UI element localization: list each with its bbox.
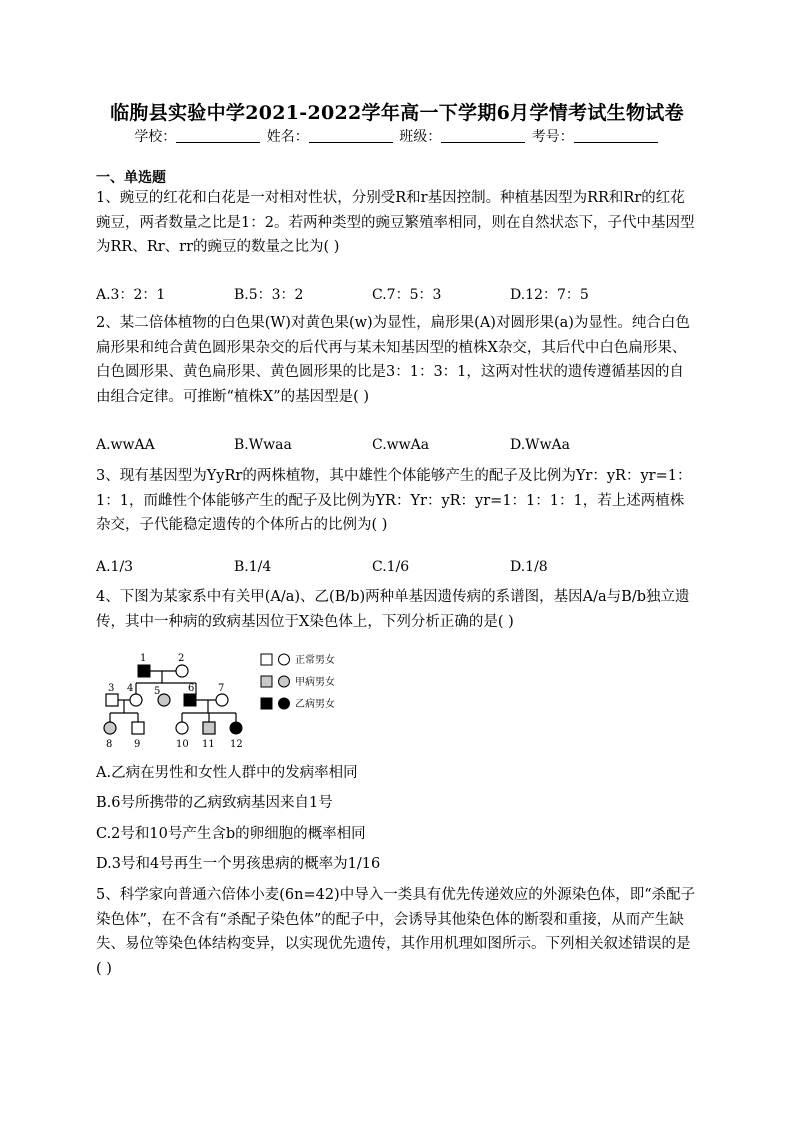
q4-option-b[interactable]: B.6号所携带的乙病致病基因来自1号 (96, 795, 333, 811)
q1-option-a[interactable]: A.3：2：1 (96, 287, 166, 303)
school-label: 学校： (134, 129, 177, 145)
legend-disease-b: 乙病男女 (295, 699, 335, 710)
pedigree-diagram (96, 650, 416, 752)
pedigree-individual-6 (184, 694, 196, 706)
q1-option-d[interactable]: D.12：7：5 (510, 287, 589, 303)
class-blank[interactable] (441, 128, 525, 143)
pedigree-individual-3 (106, 694, 118, 706)
question-1-options (96, 284, 696, 304)
q1-option-b[interactable]: B.5：3：2 (234, 287, 304, 303)
exam-title: 临朐县实验中学2021-2022学年高一下学期6月学情考试生物试卷 (110, 102, 684, 124)
pedigree-individual-10 (176, 722, 188, 734)
pedigree-number-11: 11 (202, 739, 215, 750)
q2-option-d[interactable]: D.WwAa (510, 437, 571, 453)
pedigree-number-2: 2 (178, 653, 185, 664)
section-title: 一、单选题 (96, 170, 166, 186)
pedigree-number-5: 5 (154, 686, 161, 697)
pedigree-individual-11 (203, 722, 215, 734)
exam-number-label: 考号： (531, 129, 574, 145)
q3-option-c[interactable]: C.1/6 (372, 559, 410, 575)
exam-number-blank[interactable] (574, 128, 658, 143)
pedigree-number-6: 6 (188, 683, 195, 694)
question-3-options (96, 559, 696, 579)
name-blank[interactable] (309, 128, 393, 143)
pedigree-number-12: 12 (230, 739, 243, 750)
class-label: 班级： (399, 129, 442, 145)
question-2-options (96, 437, 696, 457)
pedigree-number-4: 4 (127, 683, 134, 694)
pedigree-legend (261, 653, 335, 710)
q3-option-d[interactable]: D.1/8 (510, 559, 548, 575)
student-info-line (0, 126, 794, 146)
q4-option-d[interactable]: D.3号和4号再生一个男孩患病的概率为1/16 (96, 856, 381, 872)
name-label: 姓名： (266, 129, 309, 145)
pedigree-individual-7 (216, 694, 228, 706)
question-5-stem: 5、科学家向普通六倍体小麦(6n=42)中导入一类具有优先传递效应的外源染色体，即“杀配子染色体”，在不含有“杀配子染色体”的配子中，会诱导其他染色体的断裂和重接，从而产生缺失、易位等染色体结构变异，以实现优先遗传，其作用机理如图所示。下列相关叙述错误的是( ) (96, 887, 696, 977)
legend-disease-a: 甲病男女 (295, 677, 335, 688)
q3-option-a[interactable]: A.1/3 (96, 559, 134, 575)
pedigree-individual-4 (130, 694, 142, 706)
q1-option-c[interactable]: C.7：5：3 (372, 287, 442, 303)
pedigree-individual-1 (138, 665, 150, 677)
q3-option-b[interactable]: B.1/4 (234, 559, 272, 575)
q2-option-c[interactable]: C.wwAa (372, 437, 430, 453)
q2-option-a[interactable]: A.wwAA (96, 437, 155, 453)
question-1-stem: 1、豌豆的红花和白花是一对相对性状，分别受R和r基因控制。种植基因型为RR和Rr的红花豌豆，两者数量之比是1：2。若两种类型的豌豆繁殖率相同，则在自然状态下，子代中基因型为RR、Rr、rr的豌豆的数量之比为( ) (96, 190, 695, 255)
pedigree-number-9: 9 (134, 739, 141, 750)
pedigree-number-8: 8 (106, 739, 113, 750)
pedigree-number-7: 7 (218, 683, 225, 694)
pedigree-number-10: 10 (176, 739, 189, 750)
pedigree-individual-2 (176, 665, 188, 677)
pedigree-individual-9 (132, 722, 144, 734)
pedigree-number-1: 1 (140, 653, 147, 664)
q4-option-a[interactable]: A.乙病在男性和女性人群中的发病率相同 (96, 765, 358, 781)
pedigree-individual-12 (230, 722, 242, 734)
q2-option-b[interactable]: B.Wwaa (234, 437, 292, 453)
pedigree-individual-8 (104, 722, 116, 734)
legend-normal: 正常男女 (295, 655, 335, 666)
pedigree-number-3: 3 (108, 683, 115, 694)
question-3-stem: 3、现有基因型为YyRr的两株植物，其中雄性个体能够产生的配子及比例为Yr：yR：yr=1：1：1，而雌性个体能够产生的配子及比例为YR：Yr：yR：yr=1：1：1：1，若上述两植株杂交，子代能稳定遗传的个体所占的比例为( ) (96, 468, 692, 533)
question-2-stem: 2、某二倍体植物的白色果(W)对黄色果(w)为显性，扁形果(A)对圆形果(a)为显性。纯合白色扁形果和纯合黄色圆形果杂交的后代再与某未知基因型的植株X杂交，其后代中白色扁形果、白色圆形果、黄色扁形果、黄色圆形果的比是3：1：3：1，这两对性状的遗传遵循基因的自由组合定律。可推断“植株X”的基因型是( ) (96, 315, 690, 405)
school-blank[interactable] (176, 128, 260, 143)
question-4-stem: 4、下图为某家系中有关甲(A/a)、乙(B/b)两种单基因遗传病的系谱图，基因A/a与B/b独立遗传，其中一种病的致病基因位于X染色体上，下列分析正确的是( ) (96, 589, 690, 630)
q4-option-c[interactable]: C.2号和10号产生含b的卵细胞的概率相同 (96, 826, 366, 842)
